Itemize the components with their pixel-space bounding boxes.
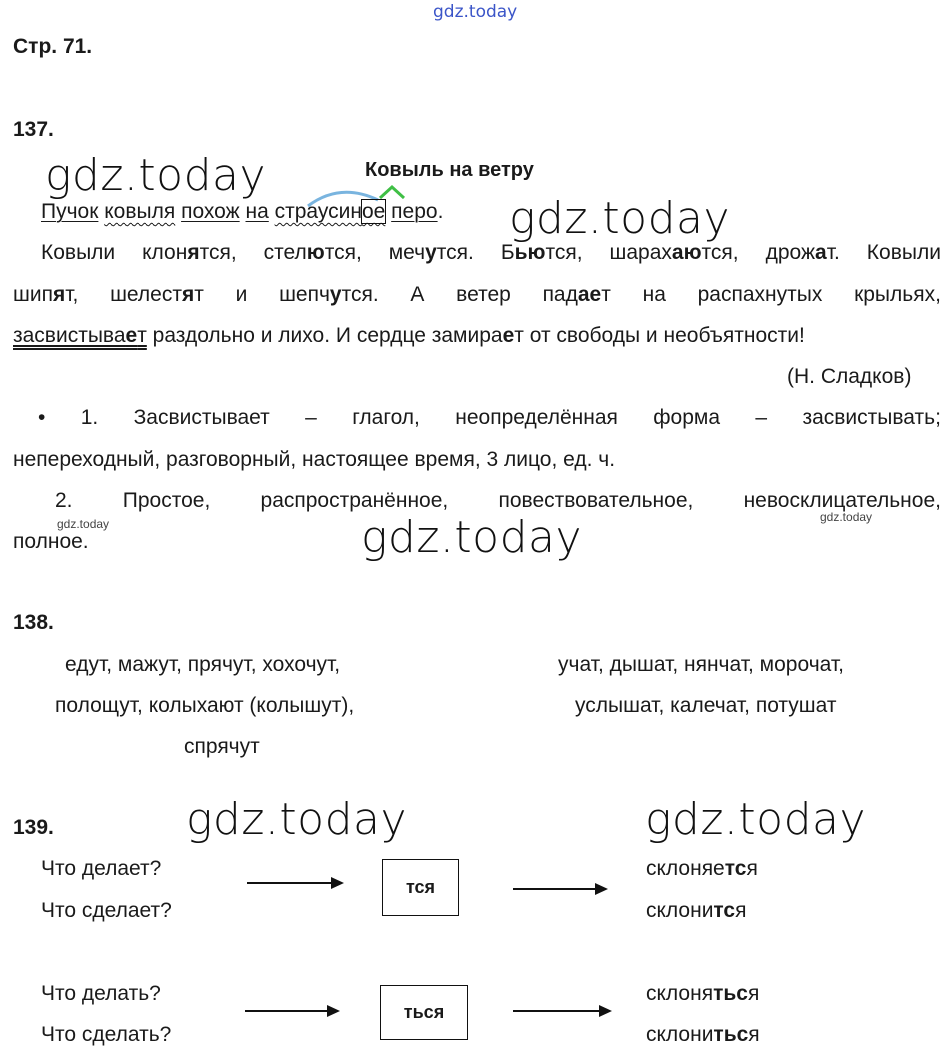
watermark: gdz.today: [45, 150, 267, 201]
verb-list-left-2: полощут, колыхают (колышут),: [55, 694, 355, 717]
watermark-small: gdz.today: [57, 517, 110, 531]
answer-item-1: • 1. Засвистывает – глагол, неопределённая форма – засвистывать;: [38, 406, 941, 429]
suffix-mark: [380, 187, 404, 198]
verb-list-right-2: услышат, калечат, потушат: [575, 694, 837, 717]
suffix-box-tsya-soft: ться: [380, 985, 468, 1040]
text-line-4: засвистывает раздольно и лихо. И сердце замирает от свободы и необъятности!: [13, 324, 805, 347]
arrow-right-icon: [513, 880, 609, 898]
text-title: Ковыль на ветру: [365, 159, 534, 181]
exercise-137-number: 137.: [13, 118, 54, 141]
ending-box: ое: [361, 200, 386, 223]
watermark: gdz.today: [645, 794, 867, 845]
question-1: Что делает?: [41, 857, 162, 880]
question-4: Что сделать?: [41, 1023, 172, 1046]
watermark: gdz.today: [509, 193, 731, 244]
result-1: склоняется: [646, 857, 758, 880]
exercise-139-number: 139.: [13, 816, 54, 839]
arrow-right-icon: [247, 874, 345, 892]
answer-item-2: 2. Простое, распространённое, повествовательное, невосклицательное,: [55, 489, 941, 512]
verb-list-left-3: спрячут: [184, 735, 260, 758]
suffix-box-tsya: тся: [382, 859, 459, 916]
question-3: Что делать?: [41, 982, 161, 1005]
answer-item-2-cont: полное.: [13, 530, 89, 553]
sentence-1: Пучок ковыля похож на страусиное перо.: [41, 200, 444, 223]
verb-list-left-1: едут, мажут, прячут, хохочут,: [65, 653, 341, 676]
verb-list-right-1: учат, дышат, нянчат, морочат,: [558, 653, 844, 676]
question-2: Что сделает?: [41, 899, 172, 922]
watermark: gdz.today: [361, 512, 583, 563]
answer-item-1-cont: непереходный, разговорный, настоящее время, 3 лицо, ед. ч.: [13, 448, 616, 471]
watermark: gdz.today: [186, 794, 408, 845]
result-2: склонится: [646, 899, 747, 922]
page-label: Стр. 71.: [13, 35, 93, 58]
result-3: склоняться: [646, 982, 760, 1005]
result-4: склониться: [646, 1023, 760, 1046]
text-line-2: Ковыли клонятся, стелются, мечутся. Бьются, шарахаются, дрожат. Ковыли: [41, 241, 941, 264]
text-line-3: шипят, шелестят и шепчутся. А ветер падает на распахнутых крыльях,: [13, 283, 941, 306]
exercise-138-number: 138.: [13, 611, 54, 634]
word-strausinoe: страусиное: [274, 200, 386, 223]
watermark-small: gdz.today: [820, 510, 873, 524]
author: (Н. Сладков): [787, 365, 912, 388]
predicate-underline: засвистывает: [13, 324, 147, 347]
arrow-right-icon: [245, 1002, 341, 1020]
arrow-right-icon: [513, 1002, 613, 1020]
watermark-top: gdz.today: [433, 2, 518, 22]
